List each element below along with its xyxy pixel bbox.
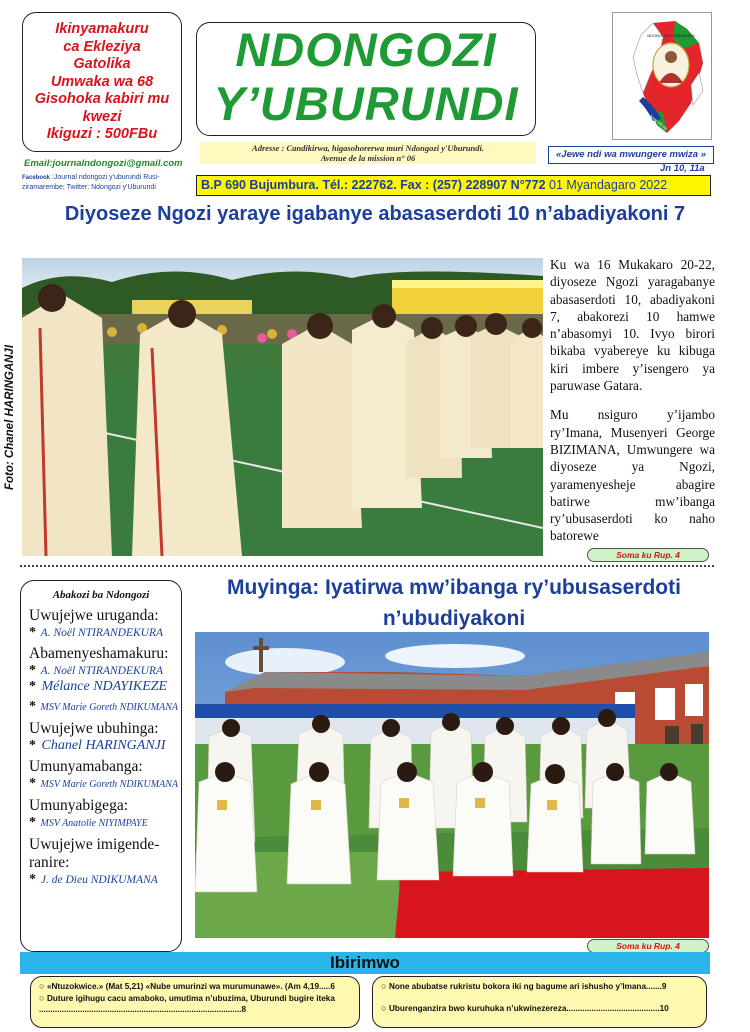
info-line: Gisohoka kabiri mu <box>34 91 170 107</box>
contents-item-text: None abubatse rukristu bokora iki ng bagume ari ishusho y’Imana.......9 <box>388 982 667 991</box>
title-line-2: Y’UBURUNDI <box>213 77 519 130</box>
motto: «Jewe ndi wa mwungere mwiza » <box>548 146 714 164</box>
staff-name-text: A. Noël NTIRANDEKURA <box>40 627 164 639</box>
motto-verse: Jn 10, 11a <box>660 163 705 174</box>
social-label: Facebook <box>22 175 51 181</box>
contact-bar-text: B.P 690 Bujumbura. Tél.: 222762. Fax : (257) 228907 N°772 <box>201 178 546 192</box>
contact-bar <box>196 175 711 196</box>
staff-name-text: MSV Marie Goreth NDIKUMANA <box>40 702 178 713</box>
staff-name-text: J. de Dieu NDIKUMANA <box>40 874 158 886</box>
address-line-1: Adresse : Candikirwa, higasohorerwa muri Ndongozi y'Uburundi. <box>252 143 484 153</box>
info-line: kwezi <box>82 108 122 125</box>
ordination-ceremony-photo <box>22 258 543 556</box>
burundi-map-icon <box>613 13 713 141</box>
staff-name-text: Chanel HARINGANJI <box>41 738 166 753</box>
contents-item[interactable]: ○ None abubatse rukristu bokora iki ng bagume ari ishusho y’Imana.......9 <box>381 981 667 991</box>
contents-item-text: Duture igihugu cacu amaboko, umutima n’ubuzima, Uburundi bugire iteka .........................................................................................8 <box>39 993 335 1014</box>
address <box>200 142 536 164</box>
logo-top-text: NDONGOZI Y'UBURUNDI <box>647 33 695 38</box>
publication-info-box <box>22 12 182 152</box>
staff-role: Umunyabigega: <box>29 797 129 814</box>
staff-role: Uwujejwe ubuhinga: <box>29 720 159 737</box>
staff-name-text: MSV Anatolie NIYIMPAYE <box>40 818 148 829</box>
newspaper-title <box>196 22 536 136</box>
muyinga-ceremony-photo <box>195 632 709 938</box>
issue-date: 01 Myandagaro 2022 <box>549 178 668 192</box>
staff-name: * J. de Dieu NDIKUMANA <box>29 872 158 887</box>
contents-box-left <box>30 976 360 1028</box>
staff-heading: Abakozi ba Ndongozi <box>52 589 150 601</box>
continue-link[interactable]: Soma ku Rup. 4 <box>587 548 709 562</box>
social-text: :Journal ndongozi y'uburundi Rusi-ziramarembe; Twitter: Ndongozi y'Uburundi <box>22 174 160 191</box>
social-links[interactable] <box>22 173 197 192</box>
contents-heading: Ibirimwo <box>20 952 710 974</box>
continue-link[interactable]: Soma ku Rup. 4 <box>587 939 709 953</box>
contents-box-right <box>372 976 707 1028</box>
lead-photo <box>22 258 543 556</box>
staff-role: Abamenyeshamakuru: <box>29 645 169 662</box>
staff-role: Uwujejwe uruganda: <box>29 607 159 624</box>
contents-item[interactable]: ○ Duture igihugu cacu amaboko, umutima n’ubuzima, Uburundi bugire iteka .........................................................................................8 <box>39 992 335 1014</box>
staff-name: * A. Noël NTIRANDEKURA <box>29 625 164 640</box>
staff-name-text: Mélance NDAYIKEZE <box>41 679 168 694</box>
article-paragraph: Mu nsiguro y’ijambo ry’Imana, Musenyeri George BIZIMANA, Umwungere wa diyoseze ya Ngozi, yaramenyesheje abagire batirwe mw’ibanga ry’ubusaserdoti ko naho batorewe <box>550 407 715 544</box>
staff-name: * MSV Marie Goreth NDIKUMANA <box>29 699 178 714</box>
diocese-map-logo <box>612 12 712 140</box>
info-line: Gatolika <box>73 56 131 72</box>
info-line: Ikinyamakuru <box>55 21 149 37</box>
second-photo <box>195 632 709 938</box>
staff-name: * MSV Marie Goreth NDIKUMANA <box>29 776 178 791</box>
staff-role: Uwujejwe imigende-ranire: <box>29 836 160 871</box>
article-paragraph: Ku wa 16 Mukakaro 20-22, diyoseze Ngozi yaragabanye abasaserdoti 10, abadiyakoni 7, abakorezi 10 hamwe n’abasomyi 10. Ivyo birori bikaba vyabereye ku kibuga kiri imbere y’isengero ya paruwase Gatara. <box>550 257 715 394</box>
staff-role: Umunyamabanga: <box>29 758 143 775</box>
section-divider <box>20 565 714 567</box>
staff-name: * Chanel HARINGANJI <box>29 738 166 753</box>
contents-item-text: Uburenganzira bwo kuruhuka n’ukwinezereza.........................................10 <box>388 1003 669 1013</box>
photo-credit <box>4 330 20 490</box>
staff-box <box>20 580 182 952</box>
second-headline[interactable]: Muyinga: Iyatirwa mw’ibanga ry’ubusaserdoti n’ubudiyakoni <box>227 576 681 630</box>
contents-item[interactable]: ○ Uburenganzira bwo kuruhuka n’ukwinezereza.........................................10 <box>381 1002 669 1013</box>
contents-item-text: «Ntuzokwice.» (Mat 5,21) «Nube umurinzi wa murumunawe». (Am 4,19.....6 <box>46 982 335 991</box>
address-line-2: Avenue de la mission n° 06 <box>320 153 416 163</box>
info-line: ca Ekleziya <box>63 38 141 55</box>
title-line-1: NDONGOZI <box>235 23 497 76</box>
logo-ribbon-text: Jewe ndi wa <box>648 112 669 131</box>
staff-name: * A. Noël NTIRANDEKURA <box>29 663 164 678</box>
info-line: Umwaka wa 68 <box>50 73 154 90</box>
lead-headline[interactable]: Diyoseze Ngozi yaraye igabanye abasaserdoti 10 n’abadiyakoni 7 <box>64 203 686 225</box>
staff-name: * Mélance NDAYIKEZE <box>29 679 168 694</box>
photo-credit-text: Foto: Chanel HARINGANJI <box>4 344 16 490</box>
staff-name-text: A. Noël NTIRANDEKURA <box>40 665 164 677</box>
info-line: Ikiguzi : 500FBu <box>46 126 158 142</box>
contact-email[interactable]: Email:journalndongozi@gmail.com <box>24 158 183 169</box>
staff-name: * MSV Anatolie NIYIMPAYE <box>29 815 148 830</box>
staff-name-text: MSV Marie Goreth NDIKUMANA <box>40 779 178 790</box>
contents-item[interactable]: ○ «Ntuzokwice.» (Mat 5,21) «Nube umurinzi wa murumunawe». (Am 4,19.....6 <box>39 981 335 991</box>
lead-article-text <box>550 256 715 557</box>
